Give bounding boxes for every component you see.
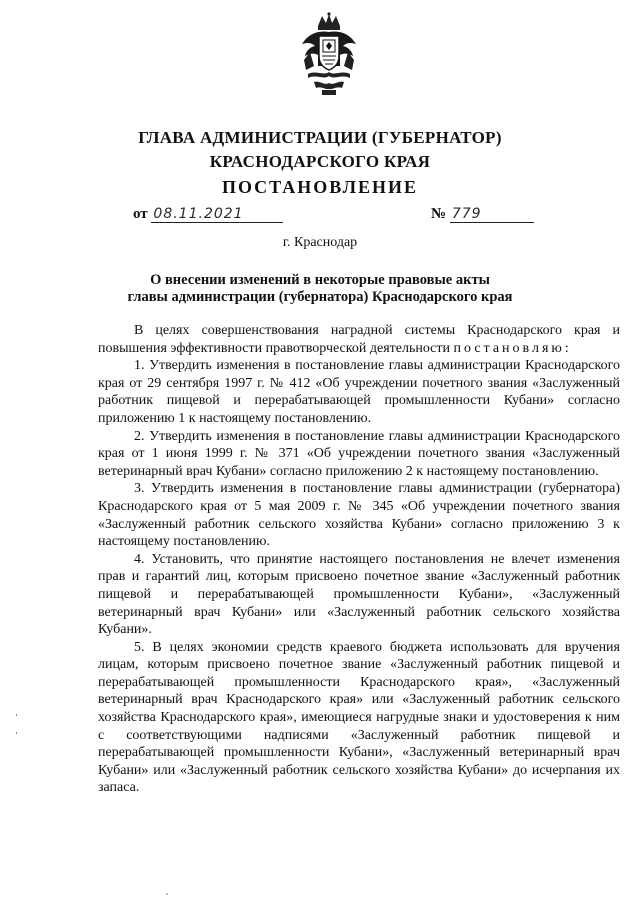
document-body bbox=[98, 322, 620, 797]
preamble-paragraph bbox=[98, 322, 620, 357]
subject-line-1: О внесении изменений в некоторые правовые акты bbox=[150, 272, 490, 288]
handwritten-date: 08.11.2021 bbox=[151, 206, 283, 223]
margin-mark bbox=[16, 732, 17, 734]
scan-speck bbox=[166, 893, 168, 895]
document-subject bbox=[0, 272, 640, 306]
paragraph-4: 4. Установить, что принятие настоящего постановления не влечет изменения прав и гарантий лиц, которым присвоено почетное звание «Заслуженный работник пищевой и перерабатывающей промышленности Кубани», «Заслуженный ветеринарный врач Кубани» или «Заслуженный работник сельского хозяйства Кубани». bbox=[98, 551, 620, 638]
handwritten-number: 779 bbox=[450, 206, 534, 223]
coat-of-arms-icon bbox=[296, 12, 362, 98]
org-line-2: КРАСНОДАРСКОГО КРАЯ bbox=[209, 152, 431, 171]
margin-mark bbox=[16, 714, 17, 716]
document-type: ПОСТАНОВЛЕНИЕ bbox=[221, 177, 419, 197]
paragraph-2: 2. Утвердить изменения в постановление главы администрации Краснодарского края от 1 июня 1999 г. № 371 «Об учреждении почетного звания «Заслуженный ветеринарный врач Кубани» согласно приложению 2 к настоящему постановлению. bbox=[98, 428, 620, 479]
number-prefix: № bbox=[431, 206, 447, 222]
paragraph-3: 3. Утвердить изменения в постановление главы администрации (губернатора) Краснодарского края от 5 мая 2009 г. № 345 «Об учреждении почетного звания «Заслуженный работник сельского хозяйства Кубани» согласно приложению 3 к настоящему постановлению. bbox=[98, 481, 620, 550]
preamble-text: В целях совершенствования наградной системы Краснодарского края и повышения эффективности правотворческой деятельности bbox=[98, 323, 620, 356]
city-line: г. Краснодар bbox=[282, 235, 358, 250]
subject-line-2: главы администрации (губернатора) Краснодарского края bbox=[127, 289, 513, 305]
paragraph-5: 5. В целях экономии средств краевого бюджета использовать для вручения лицам, которым присвоено почетное звание «Заслуженный работник пищевой и перерабатывающей промышленности Краснодарского края», «Заслуженный ветеринарный врач Краснодарского края» или «Заслуженный работник сельского хозяйства Краснодарского края», имеющиеся нагрудные знаки и удостоверения к ним с соответствующими надписями «Заслуженный работник пищевой и перерабатывающей промышленности Кубани», «Заслуженный ветеринарный врач Кубани» или «Заслуженный работник сельского хозяйства Кубани» до исчерпания их запаса. bbox=[98, 639, 620, 796]
resolve-word: постановляю: bbox=[453, 340, 572, 356]
org-line-1: ГЛАВА АДМИНИСТРАЦИИ (ГУБЕРНАТОР) bbox=[138, 128, 502, 147]
paragraph-1: 1. Утвердить изменения в постановление главы администрации Краснодарского края от 29 сентября 1997 г. № 412 «Об учреждении почетного звания «Заслуженный работник пищевой и перерабатывающей промышленности Кубани» согласно приложению 1 к настоящему постановлению. bbox=[98, 358, 620, 426]
number-field bbox=[431, 206, 534, 223]
date-prefix: от bbox=[133, 206, 148, 222]
date-field bbox=[133, 206, 283, 223]
issuing-authority bbox=[0, 126, 640, 174]
